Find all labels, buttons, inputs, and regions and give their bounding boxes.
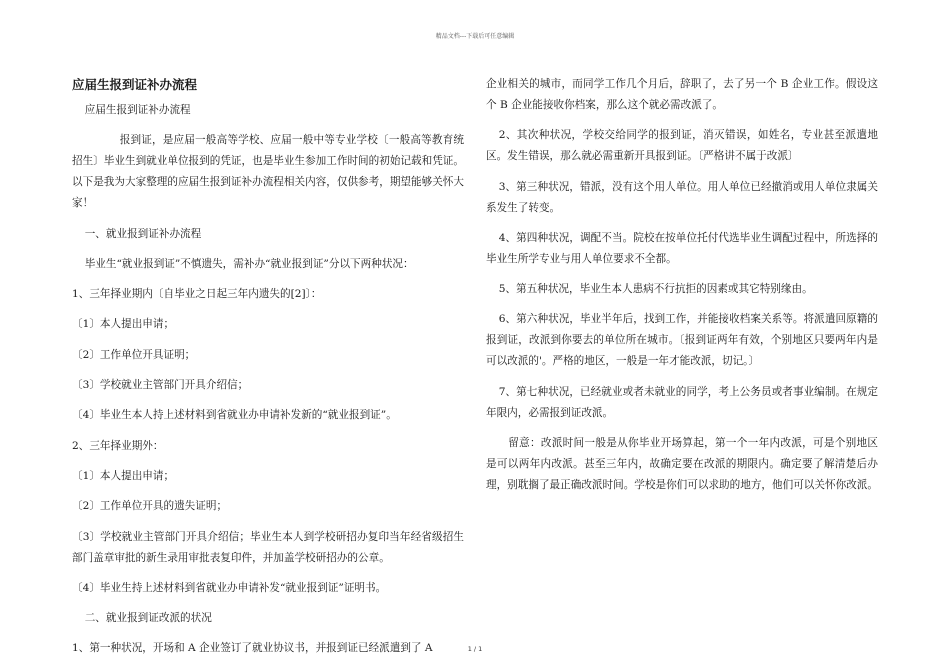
left-column (72, 74, 464, 669)
paragraph: 〔3〕学校就业主管部门开具介绍信； (72, 379, 249, 392)
paragraph: 1、三年择业期内〔自毕业之日起三年内遗失的[2]〕： (72, 288, 322, 301)
document-title: 应届生报到证补办流程 (72, 77, 198, 92)
paragraph: 5、第五种状况，毕业生本人患病不行抗拒的因素或其它特别缘由。 (498, 283, 813, 296)
paragraph: 1、第一种状况，开场和 A 企业签订了就业协议书，并报到证已经派遣到了 A (72, 642, 433, 655)
paragraph: 〔4〕毕业生持上述材料到省就业办申请补发“就业报到证”证明书。 (72, 581, 387, 594)
right-body (486, 74, 878, 496)
paragraph: 4、第四种状况，调配不当。院校在按单位托付代选毕业生调配过程中，所选择的毕业生所学专业与用人单位要求不全都。 (486, 231, 878, 265)
left-body (72, 100, 464, 659)
right-column (486, 74, 878, 505)
page-number: 1 / 1 (467, 645, 483, 653)
paragraph: 一、就业报到证补办流程 (84, 227, 202, 240)
paragraph: 应届生报到证补办流程 (84, 104, 191, 116)
paragraph: 3、第三种状况，错派，没有这个用人单位。用人单位已经撤消或用人单位隶属关系发生了转变。 (486, 180, 878, 214)
paragraph: 企业相关的城市，而同学工作几个月后，辞职了，去了另一个 B 企业工作。假设这个 B 企业能接收你档案，那么这个就必需改派了。 (486, 78, 878, 111)
paragraph: 6、第六种状况，毕业半年后，找到工作，并能接收档案关系等。将派遣回原籍的报到证，改派到你要去的单位所在城市。〔报到证两年有效，个别地区只要两年内是可以改派的'。严格的地区，一般是一年才能改派，切记。〕 (486, 313, 878, 368)
paragraph: 〔1〕本人提出申请； (72, 318, 175, 331)
paragraph: 二、就业报到证改派的状况 (84, 612, 212, 625)
paragraph: 报到证，是应届一般高等学校、应届一般中等专业学校〔一般高等教育统招生〕毕业生到就业单位报到的凭证，也是毕业生参加工作时间的初始记载和凭证。以下是我为大家整理的应届生报到证补办流程相关内容，仅供参考，期望能够关怀大家！ (72, 134, 464, 210)
paragraph: 毕业生“就业报到证”不慎遗失，需补办“就业报到证”分以下两种状况： (84, 257, 414, 270)
page-header: 精品文档---下载后可任意编辑 (435, 33, 515, 40)
paragraph: 〔4〕毕业生本人持上述材料到省就业办申请补发新的“就业报到证”。 (72, 409, 397, 422)
paragraph: 留意：改派时间一般是从你毕业开场算起，第一个一年内改派，可是个别地区是可以两年内改派。甚至三年内，故确定要在改派的期限内。确定要了解清楚后办理，别耽搁了最正确改派时间。学校是你们可以求助的地方，他们可以关怀你改派。 (486, 437, 878, 492)
paragraph: 〔3〕学校就业主管部门开具介绍信；毕业生本人到学校研招办复印当年经省级招生部门盖章审批的新生录用审批表复印件，并加盖学校研招办的公章。 (72, 530, 464, 564)
paragraph: 2、其次种状况，学校交给同学的报到证，消灭错误，如姓名，专业甚至派遣地区。发生错误，那么就必需重新开具报到证。〔严格讲不属于改派〕 (486, 129, 878, 163)
paragraph: 7、第七种状况，已经就业或者未就业的同学，考上公务员或者事业编制。在规定年限内，必需报到证改派。 (486, 385, 878, 419)
paragraph: 〔2〕工作单位开具的遗失证明； (72, 500, 228, 513)
paragraph: 2、三年择业期外： (72, 439, 164, 452)
paragraph: 〔1〕本人提出申请； (72, 469, 175, 482)
paragraph: 〔2〕工作单位开具证明； (72, 348, 196, 361)
